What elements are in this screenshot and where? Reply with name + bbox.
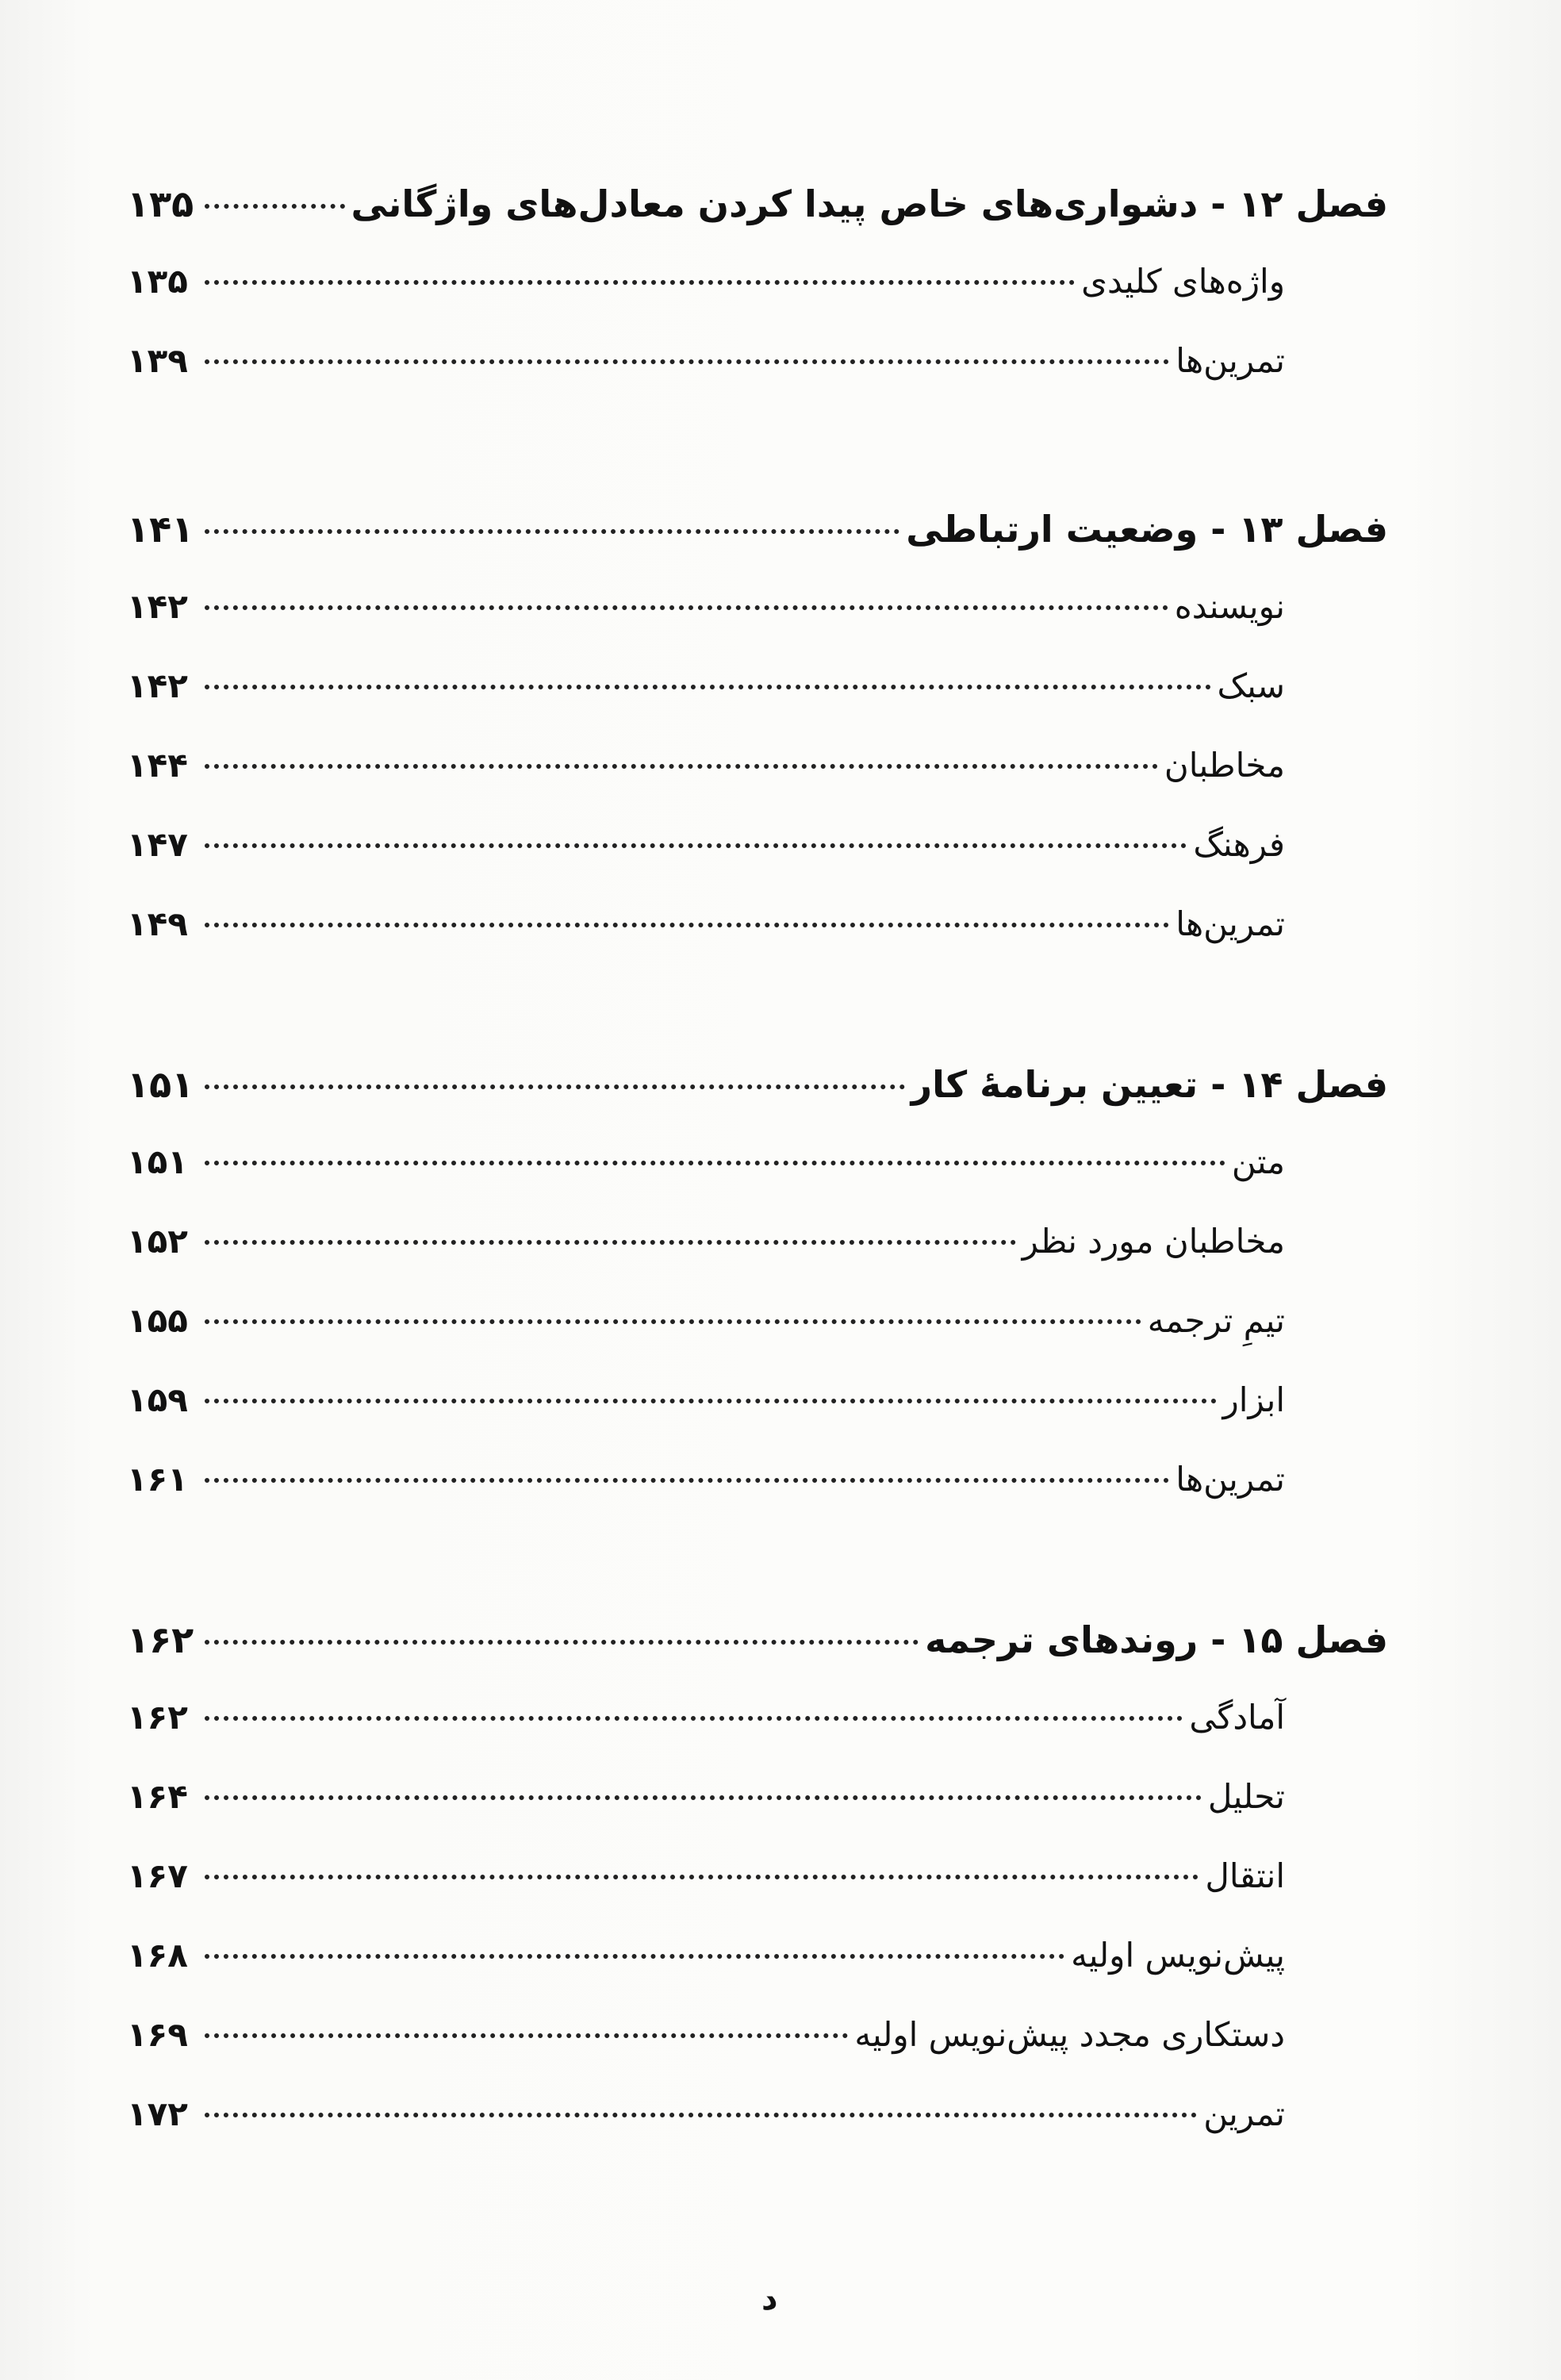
toc-entry[interactable] — [127, 1380, 1388, 1460]
entry-label: تحلیل — [1207, 1777, 1285, 1816]
dot-leader — [205, 1084, 905, 1089]
dot-leader — [205, 843, 1187, 848]
entry-label: فرهنگ — [1193, 825, 1285, 864]
chapter-14 — [127, 1063, 1388, 1539]
dot-leader — [205, 280, 1075, 285]
entry-label: نویسنده — [1174, 587, 1285, 626]
page-number: ۱۶۱ — [127, 1460, 188, 1499]
toc-entry[interactable] — [127, 825, 1388, 904]
toc-entry[interactable] — [127, 2094, 1388, 2174]
page-number: ۱۴۱ — [127, 508, 194, 551]
page-letter: د — [761, 2281, 778, 2317]
entry-label: دستکاری مجدد پیش‌نویس اولیه — [854, 2015, 1285, 2054]
entry-label: مخاطبان مورد نظر — [1022, 1222, 1285, 1261]
page-number: ۱۴۹ — [127, 904, 188, 943]
toc-entry[interactable] — [127, 746, 1388, 825]
toc-entry[interactable] — [127, 262, 1388, 341]
page-number: ۱۷۲ — [127, 2094, 188, 2133]
toc-entry[interactable] — [127, 1936, 1388, 2015]
dot-leader — [205, 1478, 1169, 1483]
toc-entry[interactable] — [127, 587, 1388, 666]
page-number: ۱۳۵ — [127, 182, 194, 225]
table-of-contents — [127, 182, 1388, 2174]
toc-entry[interactable] — [127, 666, 1388, 746]
chapter-12 — [127, 182, 1388, 420]
dot-leader — [205, 1640, 919, 1645]
toc-entry[interactable] — [127, 1460, 1388, 1539]
entry-label: تمرین — [1203, 2094, 1285, 2133]
toc-entry[interactable] — [127, 1222, 1388, 1301]
entry-label: تمرین‌ها — [1176, 1460, 1285, 1499]
toc-entry[interactable] — [127, 1301, 1388, 1380]
spacer — [127, 984, 1388, 1063]
entry-label: تیمِ ترجمه — [1147, 1301, 1285, 1340]
page-number: ۱۴۷ — [127, 825, 188, 864]
dot-leader — [205, 1795, 1202, 1800]
page-number: ۱۳۵ — [127, 262, 188, 301]
toc-entry[interactable] — [127, 1142, 1388, 1222]
entry-label: ابزار — [1222, 1380, 1285, 1419]
chapter-title-row[interactable] — [127, 182, 1388, 262]
page-number: ۱۵۱ — [127, 1142, 188, 1181]
page-number: ۱۵۵ — [127, 1301, 188, 1340]
entry-label: آمادگی — [1189, 1698, 1285, 1737]
chapter-title: فصل ۱۳ - وضعیت ارتباطی — [906, 508, 1388, 551]
entry-label: تمرین‌ها — [1176, 904, 1285, 943]
dot-leader — [205, 1161, 1225, 1165]
chapter-title-row[interactable] — [127, 1063, 1388, 1142]
page-number: ۱۶۲ — [127, 1698, 188, 1737]
chapter-title: فصل ۱۲ - دشواری‌های خاص پیدا کردن معادل‌های واژگانی — [351, 182, 1388, 225]
dot-leader — [205, 359, 1169, 364]
dot-leader — [205, 2113, 1197, 2117]
chapter-title: فصل ۱۴ - تعیین برنامهٔ کار — [911, 1063, 1388, 1106]
toc-entry[interactable] — [127, 1698, 1388, 1777]
entry-label: مخاطبان — [1164, 746, 1285, 785]
toc-entry[interactable] — [127, 2015, 1388, 2094]
page-number: ۱۵۲ — [127, 1222, 188, 1261]
dot-leader — [205, 1716, 1183, 1721]
chapter-title-row[interactable] — [127, 508, 1388, 587]
entry-label: سبک — [1217, 666, 1285, 705]
dot-leader — [205, 1954, 1064, 1959]
toc-entry[interactable] — [127, 341, 1388, 420]
page-number: ۱۴۲ — [127, 666, 188, 705]
page-number: ۱۶۹ — [127, 2015, 188, 2054]
entry-label: واژه‌های کلیدی — [1081, 262, 1285, 301]
entry-label: پیش‌نویس اولیه — [1071, 1936, 1285, 1975]
entry-label: انتقال — [1205, 1856, 1285, 1895]
dot-leader — [205, 204, 345, 209]
chapter-15 — [127, 1618, 1388, 2174]
dot-leader — [205, 1319, 1141, 1324]
chapter-13 — [127, 508, 1388, 984]
toc-entry[interactable] — [127, 904, 1388, 984]
page-number: ۱۶۷ — [127, 1856, 188, 1895]
page-number: ۱۴۲ — [127, 587, 188, 626]
chapter-title: فصل ۱۵ - روندهای ترجمه — [925, 1618, 1388, 1661]
chapter-title-row[interactable] — [127, 1618, 1388, 1698]
dot-leader — [205, 764, 1158, 769]
page-number: ۱۶۲ — [127, 1618, 194, 1661]
entry-label: متن — [1231, 1142, 1285, 1181]
page-number: ۱۶۸ — [127, 1936, 188, 1975]
dot-leader — [205, 1875, 1199, 1879]
page-number: ۱۶۴ — [127, 1777, 188, 1816]
spacer — [127, 420, 1388, 508]
toc-entry[interactable] — [127, 1856, 1388, 1936]
page-number: ۱۵۹ — [127, 1380, 188, 1419]
page-number: ۱۳۹ — [127, 341, 188, 380]
page-number: ۱۴۴ — [127, 746, 188, 785]
dot-leader — [205, 529, 899, 534]
dot-leader — [205, 2033, 848, 2038]
dot-leader — [205, 1240, 1016, 1245]
dot-leader — [205, 685, 1211, 689]
entry-label: تمرین‌ها — [1176, 341, 1285, 380]
spacer — [127, 1539, 1388, 1618]
page-number: ۱۵۱ — [127, 1063, 194, 1106]
dot-leader — [205, 1399, 1217, 1403]
toc-entry[interactable] — [127, 1777, 1388, 1856]
dot-leader — [205, 605, 1168, 610]
dot-leader — [205, 923, 1169, 927]
